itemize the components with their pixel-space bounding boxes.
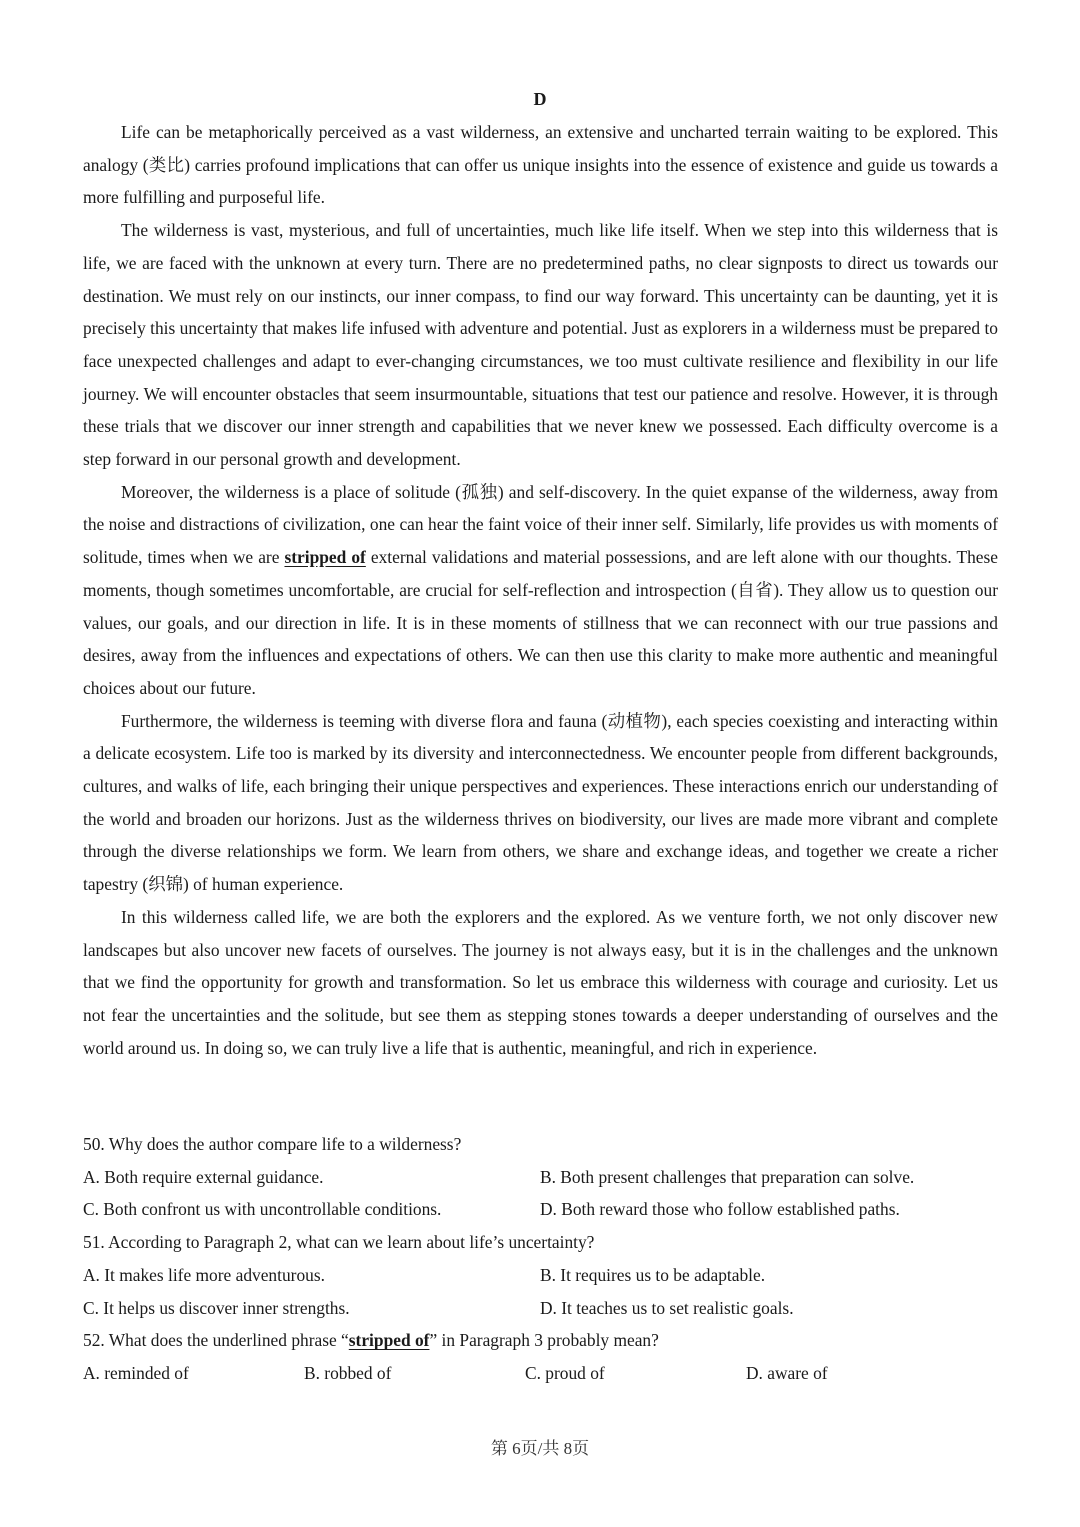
question-51 — [83, 1226, 998, 1324]
question-stem — [83, 1324, 998, 1357]
underlined-phrase: stripped of — [348, 1330, 430, 1351]
question-stem-after: ” in Paragraph 3 probably mean? — [429, 1330, 659, 1351]
option-d: D. It teaches us to set realistic goals. — [540, 1297, 794, 1318]
option-group — [83, 1161, 998, 1226]
option-b: B. Both present challenges that preparation can solve. — [540, 1166, 915, 1187]
question-list — [83, 1128, 998, 1390]
option-group — [83, 1259, 998, 1324]
paragraph-2: The wilderness is vast, mysterious, and full of uncertainties, much like life itself. When we step into this wilderness that is life, we are faced with the unknown at every turn. There are no predetermined paths, no clear signposts to direct us towards our destination. We must rely on our instincts, our inner compass, to find our way forward. This uncertainty can be daunting, yet it is precisely this uncertainty that makes life infused with adventure and potential. Just as explorers in a wilderness must be prepared to face unexpected challenges and adapt to ever-changing circumstances, we too must cultivate resilience and flexibility in our life journey. We will encounter obstacles that seem insurmountable, situations that test our patience and resolve. However, it is through these trials that we discover our inner strength and capabilities that we never knew we possessed. Each difficulty overcome is a step forward in our personal growth and development. — [83, 220, 998, 470]
question-stem: 50. Why does the author compare life to a wilderness? — [83, 1134, 462, 1154]
option-c: C. proud of — [525, 1362, 605, 1383]
paragraph-3-text-after: external validations and material possessions, and are left alone with our thoughts. These moments, though sometimes uncomfortable, are crucial for self-reflection and introspection (自省). They allow us to question our values, our goals, and our direction in life. It is in these moments of stillness that we can reconnect with our true passions and desires, away from the influences and expectations of others. We can then use this clarity to make more authentic and meaningful choices about our future. — [83, 547, 998, 698]
option-d: D. Both reward those who follow established paths. — [540, 1199, 900, 1220]
option-a: A. Both require external guidance. — [83, 1166, 324, 1187]
question-52 — [83, 1324, 998, 1389]
question-stem: 51. According to Paragraph 2, what can we learn about life’s uncertainty? — [83, 1232, 595, 1253]
option-b: B. It requires us to be adaptable. — [540, 1264, 766, 1285]
option-c: C. Both confront us with uncontrollable conditions. — [83, 1199, 442, 1220]
option-a: A. reminded of — [83, 1362, 189, 1383]
paragraph-4: Furthermore, the wilderness is teeming with diverse flora and fauna (动植物), each species coexisting and interacting within a delicate ecosystem. Life too is marked by its diversity and interconnectedness. We encounter people from different backgrounds, cultures, and walks of life, each bringing their unique perspectives and experiences. These interactions enrich our understanding of the world and broaden our horizons. Just as the wilderness thrives on biodiversity, our lives are made more vibrant and complete through the diverse relationships we form. We learn from others, we share and exchange ideas, and together we create a richer tapestry (织锦) of human experience. — [83, 710, 998, 895]
option-c: C. It helps us discover inner strengths. — [83, 1297, 350, 1318]
page-number: 第 6页/共 8页 — [490, 1439, 590, 1458]
option-a: A. It makes life more adventurous. — [83, 1264, 325, 1285]
question-50 — [83, 1128, 998, 1226]
paragraph-5: In this wilderness called life, we are both the explorers and the explored. As we venture forth, we not only discover new landscapes but also uncover new facets of ourselves. The journey is not always easy, but it is in the challenges and the unknown that we find the opportunity for growth and transformation. So let us embrace this wilderness with courage and curiosity. Let us not fear the uncertainties and the solitude, but see them as stepping stones towards a deeper understanding of ourselves and the world around us. In doing so, we can truly live a life that is authentic, meaningful, and rich in experience. — [83, 906, 998, 1058]
reading-passage — [83, 116, 998, 1064]
underlined-phrase: stripped of — [284, 547, 366, 568]
question-stem-before: 52. What does the underlined phrase “ — [83, 1330, 349, 1351]
paragraph-3 — [83, 476, 998, 705]
paragraph-3-text-before: Moreover, the wilderness is a place of solitude (孤独) and self-discovery. In the quiet expanse of the wilderness, away from the noise and distractions of civilization, one can hear the faint voice of their inner self. Similarly, life provides us with moments of solitude, times when we are — [83, 481, 998, 568]
section-title: D — [533, 89, 547, 109]
option-d: D. aware of — [746, 1362, 828, 1383]
option-group — [83, 1357, 998, 1390]
paragraph-1: Life can be metaphorically perceived as a vast wilderness, an extensive and uncharted terrain waiting to be explored. This analogy (类比) carries profound implications that can offer us unique insights into the essence of existence and guide us towards a more fulfilling and purposeful life. — [83, 122, 998, 208]
option-b: B. robbed of — [304, 1362, 392, 1383]
